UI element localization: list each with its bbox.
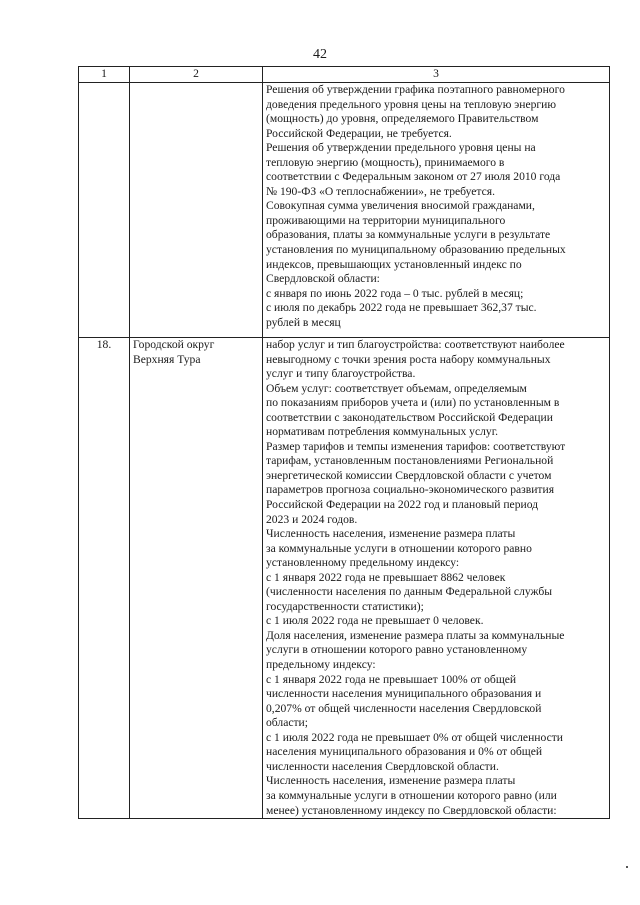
text-line: соответствии с законодательством Российской Федерации <box>266 410 553 424</box>
text-line: населения муниципального образования и 0% от общей <box>266 745 543 759</box>
row-number <box>79 83 130 338</box>
text-line: за коммунальные услуги в отношении которого равно <box>266 541 532 555</box>
table-row <box>79 338 610 819</box>
text-line: установления по муниципальному образованию предельных <box>266 243 566 257</box>
text-line: менее) установленному индексу по Свердловской области: <box>266 803 557 817</box>
text-line: индексов, превышающих установленный индекс по <box>266 257 522 271</box>
text-line: с января по июнь 2022 года – 0 тыс. рублей в месяц; <box>266 286 524 300</box>
text-line: нормативам потребления коммунальных услуг. <box>266 425 499 439</box>
text-line: энергетической комиссии Свердловской области с учетом <box>266 468 552 482</box>
text-line: с 1 января 2022 года не превышает 8862 человек <box>266 570 506 584</box>
text-line: Объем услуг: соответствует объемам, определяемым <box>266 381 527 395</box>
municipality-name <box>130 338 263 819</box>
name-line: Верхняя Тура <box>133 352 201 366</box>
text-line: услуги в отношении которого равно установленному <box>266 643 528 657</box>
text-line: соответствии с Федеральным законом от 27 июля 2010 года <box>266 170 561 184</box>
text-line: Совокупная сумма увеличения вносимой гражданами, <box>266 199 535 213</box>
table-row <box>79 83 610 338</box>
text-line: Свердловской области: <box>266 272 380 286</box>
text-line: с июля по декабрь 2022 года не превышает 362,37 тыс. <box>266 301 537 315</box>
text-line: Численность населения, изменение размера платы <box>266 774 516 788</box>
text-line: (численности населения по данным Федеральной службы <box>266 585 553 599</box>
column-header-3: 3 <box>263 67 610 83</box>
text-line: тарифам, установленным постановлениями Региональной <box>266 454 554 468</box>
header-row <box>79 67 610 83</box>
text-line: проживающими на территории муниципального <box>266 213 506 227</box>
text-line: набор услуг и тип благоустройства: соответствуют наиболее <box>266 338 565 351</box>
text-line: Российской Федерации на 2022 год и плановый период <box>266 498 539 512</box>
text-line: численности населения муниципального образования и <box>266 687 542 701</box>
text-line: доведения предельного уровня цены на тепловую энергию <box>266 97 557 111</box>
text-line: тепловую энергию (мощность), принимаемого в <box>266 155 505 169</box>
text-line: образования, платы за коммунальные услуги в результате <box>266 228 551 242</box>
row-text <box>263 338 610 819</box>
row-number: 18. <box>79 338 130 819</box>
text-line: Решения об утверждении графика поэтапного равномерного <box>266 83 565 96</box>
text-line: № 190-ФЗ «О теплоснабжении», не требуется. <box>266 184 495 198</box>
text-line: Доля населения, изменение размера платы за коммунальные <box>266 628 565 642</box>
text-line: Размер тарифов и темпы изменения тарифов: соответствуют <box>266 439 566 453</box>
text-line: Российской Федерации, не требуется. <box>266 126 452 140</box>
text-line: с 1 июля 2022 года не превышает 0 человек. <box>266 614 484 628</box>
municipality-name <box>130 83 263 338</box>
text-line: с 1 января 2022 года не превышает 100% от общей <box>266 672 517 686</box>
row-text <box>263 83 610 338</box>
text-line: (мощность) до уровня, определяемого Правительством <box>266 112 539 126</box>
text-line: рублей в месяц <box>266 315 341 329</box>
text-line: за коммунальные услуги в отношении которого равно (или <box>266 788 557 802</box>
text-line: численности населения Свердловской области. <box>266 759 499 773</box>
text-line: Решения об утверждении предельного уровня цены на <box>266 141 536 155</box>
column-header-2: 2 <box>130 67 263 83</box>
text-line: Численность населения, изменение размера платы <box>266 527 516 541</box>
scan-speck <box>626 866 628 868</box>
text-line: услуг и типу благоустройства. <box>266 367 416 381</box>
text-line: по показаниям приборов учета и (или) по установленным в <box>266 396 560 410</box>
document-table <box>78 66 610 819</box>
text-line: предельному индексу: <box>266 658 376 672</box>
text-line: установленному предельному индексу: <box>266 556 460 570</box>
text-line: параметров прогноза социально-экономического развития <box>266 483 555 497</box>
text-line: невыгодному с точки зрения роста набору коммунальных <box>266 352 551 366</box>
page-number: 42 <box>313 47 327 62</box>
name-line: Городской округ <box>133 338 215 351</box>
text-line: области; <box>266 716 308 730</box>
text-line: 0,207% от общей численности населения Свердловской <box>266 701 542 715</box>
text-line: с 1 июля 2022 года не превышает 0% от общей численности <box>266 730 563 744</box>
column-header-1: 1 <box>79 67 130 83</box>
text-line: 2023 и 2024 годов. <box>266 512 358 526</box>
text-line: государственности статистики); <box>266 599 424 613</box>
